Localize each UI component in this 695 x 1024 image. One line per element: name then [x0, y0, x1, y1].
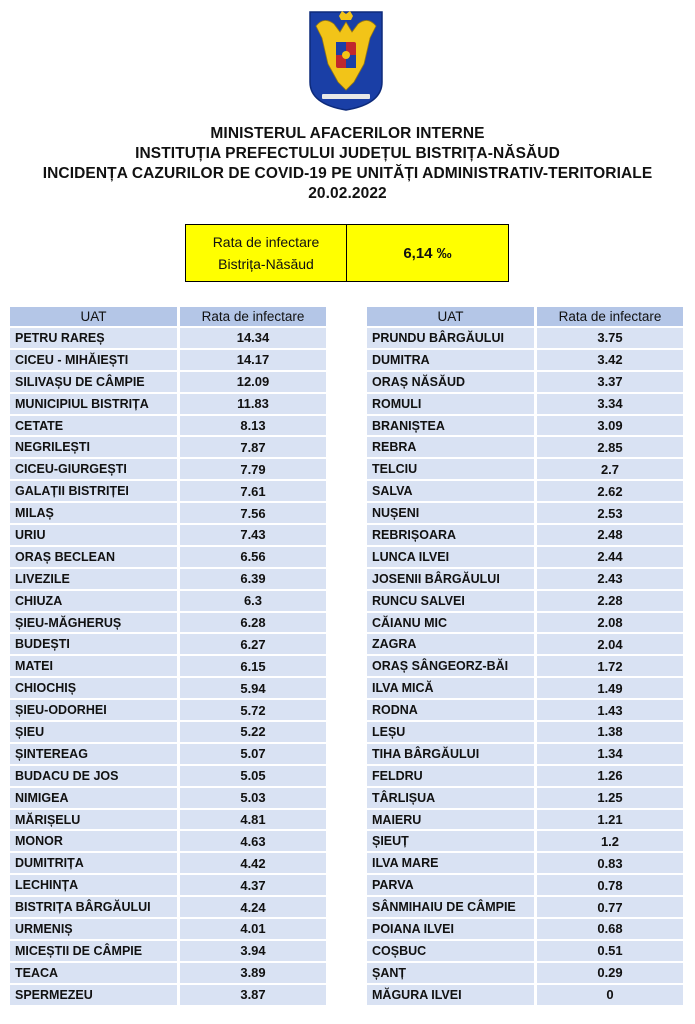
table-row: [10, 613, 326, 633]
table-row: [367, 875, 683, 895]
infection-rate-cell: 4.63: [180, 831, 326, 851]
table-row: [10, 941, 326, 961]
table-row: [10, 985, 326, 1005]
uat-name-cell: CICEU-GIURGEȘTI: [10, 459, 180, 479]
table-row: [367, 831, 683, 851]
uat-name-cell: TELCIU: [367, 459, 537, 479]
uat-name-cell: MONOR: [10, 831, 180, 851]
infection-rate-cell: 6.3: [180, 591, 326, 611]
infection-rate-cell: 4.24: [180, 897, 326, 917]
uat-name-cell: POIANA ILVEI: [367, 919, 537, 939]
uat-table-right: [367, 305, 683, 1007]
table-row: [367, 503, 683, 523]
infection-rate-cell: 7.61: [180, 481, 326, 501]
uat-name-cell: MĂGURA ILVEI: [367, 985, 537, 1005]
uat-name-cell: URIU: [10, 525, 180, 545]
table-row: [10, 700, 326, 720]
uat-name-cell: DUMITRA: [367, 350, 537, 370]
uat-name-cell: TÂRLIȘUA: [367, 788, 537, 808]
report-title: INCIDENȚA CAZURILOR DE COVID-19 PE UNITĂȚI ADMINISTRATIV-TERITORIALE: [42, 165, 653, 182]
uat-name-cell: ȘINTEREAG: [10, 744, 180, 764]
uat-name-cell: RUNCU SALVEI: [367, 591, 537, 611]
column-header-rate: Rata de infectare: [537, 307, 683, 326]
table-row: [367, 853, 683, 873]
uat-name-cell: ILVA MARE: [367, 853, 537, 873]
uat-name-cell: REBRA: [367, 437, 537, 457]
uat-name-cell: CĂIANU MIC: [367, 613, 537, 633]
infection-rate-cell: 1.26: [537, 766, 683, 786]
uat-name-cell: NIMIGEA: [10, 788, 180, 808]
uat-name-cell: MILAȘ: [10, 503, 180, 523]
column-header-uat: UAT: [10, 307, 180, 326]
infection-rate-cell: 3.89: [180, 963, 326, 983]
table-row: [367, 634, 683, 654]
table-row: [10, 547, 326, 567]
uat-name-cell: ȘANȚ: [367, 963, 537, 983]
uat-name-cell: URMENIȘ: [10, 919, 180, 939]
table-row: [367, 810, 683, 830]
uat-name-cell: FELDRU: [367, 766, 537, 786]
county-rate-value: 6,14 ‰: [403, 244, 452, 262]
uat-name-cell: COȘBUC: [367, 941, 537, 961]
infection-rate-cell: 3.87: [180, 985, 326, 1005]
uat-name-cell: MUNICIPIUL BISTRIȚA: [10, 394, 180, 414]
table-row: [10, 722, 326, 742]
infection-rate-cell: 0.51: [537, 941, 683, 961]
uat-name-cell: ȘIEU: [10, 722, 180, 742]
uat-name-cell: CHIOCHIȘ: [10, 678, 180, 698]
table-header-row: [10, 307, 326, 326]
uat-name-cell: ȘIEU-ODORHEI: [10, 700, 180, 720]
table-row: [367, 766, 683, 786]
uat-name-cell: ZAGRA: [367, 634, 537, 654]
table-row: [10, 591, 326, 611]
table-row: [10, 788, 326, 808]
table-row: [367, 985, 683, 1005]
infection-rate-cell: 2.44: [537, 547, 683, 567]
infection-rate-cell: 3.34: [537, 394, 683, 414]
infection-rate-cell: 14.34: [180, 328, 326, 348]
uat-name-cell: ORAȘ NĂSĂUD: [367, 372, 537, 392]
table-row: [10, 372, 326, 392]
infection-rate-cell: 14.17: [180, 350, 326, 370]
uat-name-cell: LEȘU: [367, 722, 537, 742]
infection-rate-cell: 2.43: [537, 569, 683, 589]
infection-rate-cell: 12.09: [180, 372, 326, 392]
table-row: [10, 503, 326, 523]
table-row: [10, 459, 326, 479]
uat-name-cell: MĂRIȘELU: [10, 810, 180, 830]
table-row: [10, 394, 326, 414]
uat-table-left: [10, 305, 326, 1007]
table-header-row: [367, 307, 683, 326]
infection-rate-cell: 5.72: [180, 700, 326, 720]
uat-name-cell: CICEU - MIHĂIEȘTI: [10, 350, 180, 370]
infection-rate-cell: 2.7: [537, 459, 683, 479]
table-row: [10, 853, 326, 873]
uat-name-cell: ȘIEUȚ: [367, 831, 537, 851]
uat-name-cell: MAIERU: [367, 810, 537, 830]
table-row: [367, 350, 683, 370]
infection-rate-cell: 6.27: [180, 634, 326, 654]
infection-rate-cell: 3.75: [537, 328, 683, 348]
table-row: [10, 678, 326, 698]
table-row: [367, 656, 683, 676]
table-row: [10, 437, 326, 457]
uat-name-cell: BRANIȘTEA: [367, 416, 537, 436]
infection-rate-cell: 6.15: [180, 656, 326, 676]
county-infection-rate-box: [185, 224, 509, 282]
table-row: [367, 788, 683, 808]
infection-rate-cell: 3.09: [537, 416, 683, 436]
infection-rate-cell: 1.43: [537, 700, 683, 720]
table-row: [367, 459, 683, 479]
table-row: [367, 897, 683, 917]
table-row: [367, 416, 683, 436]
uat-name-cell: JOSENII BÂRGĂULUI: [367, 569, 537, 589]
table-row: [10, 766, 326, 786]
infection-rate-cell: 3.37: [537, 372, 683, 392]
infection-rate-cell: 2.53: [537, 503, 683, 523]
infection-rate-cell: 7.87: [180, 437, 326, 457]
table-row: [10, 963, 326, 983]
uat-name-cell: TIHA BÂRGĂULUI: [367, 744, 537, 764]
infection-rate-cell: 7.79: [180, 459, 326, 479]
infection-rate-cell: 4.81: [180, 810, 326, 830]
infection-rate-cell: 5.22: [180, 722, 326, 742]
uat-name-cell: NUȘENI: [367, 503, 537, 523]
ministry-title: MINISTERUL AFACERILOR INTERNE: [210, 125, 485, 142]
infection-rate-cell: 3.94: [180, 941, 326, 961]
infection-rate-cell: 1.2: [537, 831, 683, 851]
infection-rate-cell: 1.72: [537, 656, 683, 676]
infection-rate-cell: 1.21: [537, 810, 683, 830]
table-body-left: [10, 328, 326, 1005]
uat-name-cell: TEACA: [10, 963, 180, 983]
uat-name-cell: MICEȘTII DE CÂMPIE: [10, 941, 180, 961]
infection-rate-cell: 2.08: [537, 613, 683, 633]
uat-name-cell: ORAȘ BECLEAN: [10, 547, 180, 567]
table-row: [367, 678, 683, 698]
infection-rate-cell: 6.39: [180, 569, 326, 589]
table-row: [367, 437, 683, 457]
uat-name-cell: REBRIȘOARA: [367, 525, 537, 545]
uat-name-cell: ȘIEU-MĂGHERUȘ: [10, 613, 180, 633]
table-row: [367, 591, 683, 611]
column-header-uat: UAT: [367, 307, 537, 326]
table-row: [367, 919, 683, 939]
uat-name-cell: MATEI: [10, 656, 180, 676]
report-date: 20.02.2022: [308, 185, 387, 202]
uat-name-cell: SÂNMIHAIU DE CÂMPIE: [367, 897, 537, 917]
table-row: [367, 394, 683, 414]
uat-name-cell: ILVA MICĂ: [367, 678, 537, 698]
table-row: [367, 372, 683, 392]
table-row: [10, 634, 326, 654]
table-row: [10, 919, 326, 939]
infection-rate-cell: 0.68: [537, 919, 683, 939]
uat-name-cell: SPERMEZEU: [10, 985, 180, 1005]
infection-rate-cell: 2.62: [537, 481, 683, 501]
ministry-crest-logo: [306, 8, 386, 112]
table-row: [10, 481, 326, 501]
uat-name-cell: ORAȘ SÂNGEORZ-BĂI: [367, 656, 537, 676]
table-row: [367, 569, 683, 589]
uat-name-cell: BISTRIȚA BÂRGĂULUI: [10, 897, 180, 917]
infection-rate-cell: 6.56: [180, 547, 326, 567]
table-row: [367, 328, 683, 348]
infection-rate-cell: 0.78: [537, 875, 683, 895]
table-row: [367, 613, 683, 633]
uat-name-cell: RODNA: [367, 700, 537, 720]
table-row: [367, 963, 683, 983]
table-row: [367, 700, 683, 720]
uat-name-cell: PRUNDU BÂRGĂULUI: [367, 328, 537, 348]
infection-rate-cell: 2.48: [537, 525, 683, 545]
table-row: [367, 941, 683, 961]
infection-rate-cell: 5.94: [180, 678, 326, 698]
table-row: [10, 569, 326, 589]
infection-rate-cell: 0.29: [537, 963, 683, 983]
table-row: [10, 416, 326, 436]
uat-name-cell: GALAȚII BISTRIȚEI: [10, 481, 180, 501]
uat-name-cell: BUDEȘTI: [10, 634, 180, 654]
infection-rate-cell: 8.13: [180, 416, 326, 436]
uat-name-cell: CETATE: [10, 416, 180, 436]
county-rate-label-line1: Rata de infectare: [212, 234, 320, 250]
table-row: [10, 875, 326, 895]
county-rate-label: [186, 225, 347, 281]
county-rate-label-line2: Bistrița-Năsăud: [218, 256, 314, 272]
infection-rate-cell: 5.07: [180, 744, 326, 764]
infection-rate-cell: 4.42: [180, 853, 326, 873]
uat-name-cell: CHIUZA: [10, 591, 180, 611]
table-row: [367, 481, 683, 501]
table-row: [10, 350, 326, 370]
infection-rate-cell: 7.56: [180, 503, 326, 523]
uat-name-cell: SILIVAȘU DE CÂMPIE: [10, 372, 180, 392]
table-row: [10, 525, 326, 545]
uat-name-cell: LECHINȚA: [10, 875, 180, 895]
uat-name-cell: LUNCA ILVEI: [367, 547, 537, 567]
infection-rate-cell: 4.37: [180, 875, 326, 895]
table-body-right: [367, 328, 683, 1005]
table-row: [367, 525, 683, 545]
infection-rate-cell: 3.42: [537, 350, 683, 370]
infection-rate-cell: 0.77: [537, 897, 683, 917]
table-row: [367, 722, 683, 742]
column-header-rate: Rata de infectare: [180, 307, 326, 326]
table-row: [367, 744, 683, 764]
infection-rate-cell: 4.01: [180, 919, 326, 939]
table-row: [10, 328, 326, 348]
infection-rate-cell: 2.85: [537, 437, 683, 457]
infection-rate-cell: 6.28: [180, 613, 326, 633]
uat-name-cell: DUMITRIȚA: [10, 853, 180, 873]
prefecture-title: INSTITUȚIA PREFECTULUI JUDEȚUL BISTRIȚA-NĂSĂUD: [135, 145, 560, 162]
table-row: [10, 831, 326, 851]
infection-rate-cell: 0.83: [537, 853, 683, 873]
infection-rate-cell: 1.49: [537, 678, 683, 698]
infection-rate-cell: 1.25: [537, 788, 683, 808]
uat-name-cell: PARVA: [367, 875, 537, 895]
uat-name-cell: PETRU RAREȘ: [10, 328, 180, 348]
uat-name-cell: BUDACU DE JOS: [10, 766, 180, 786]
infection-rate-cell: 5.03: [180, 788, 326, 808]
table-row: [10, 744, 326, 764]
table-row: [10, 810, 326, 830]
infection-rate-cell: 0: [537, 985, 683, 1005]
uat-name-cell: LIVEZILE: [10, 569, 180, 589]
table-row: [10, 897, 326, 917]
infection-rate-cell: 1.34: [537, 744, 683, 764]
uat-name-cell: ROMULI: [367, 394, 537, 414]
infection-rate-cell: 2.28: [537, 591, 683, 611]
uat-name-cell: SALVA: [367, 481, 537, 501]
infection-rate-cell: 5.05: [180, 766, 326, 786]
infection-rate-cell: 1.38: [537, 722, 683, 742]
table-row: [367, 547, 683, 567]
uat-name-cell: NEGRILEȘTI: [10, 437, 180, 457]
infection-rate-cell: 11.83: [180, 394, 326, 414]
infection-rate-cell: 2.04: [537, 634, 683, 654]
infection-rate-cell: 7.43: [180, 525, 326, 545]
table-row: [10, 656, 326, 676]
